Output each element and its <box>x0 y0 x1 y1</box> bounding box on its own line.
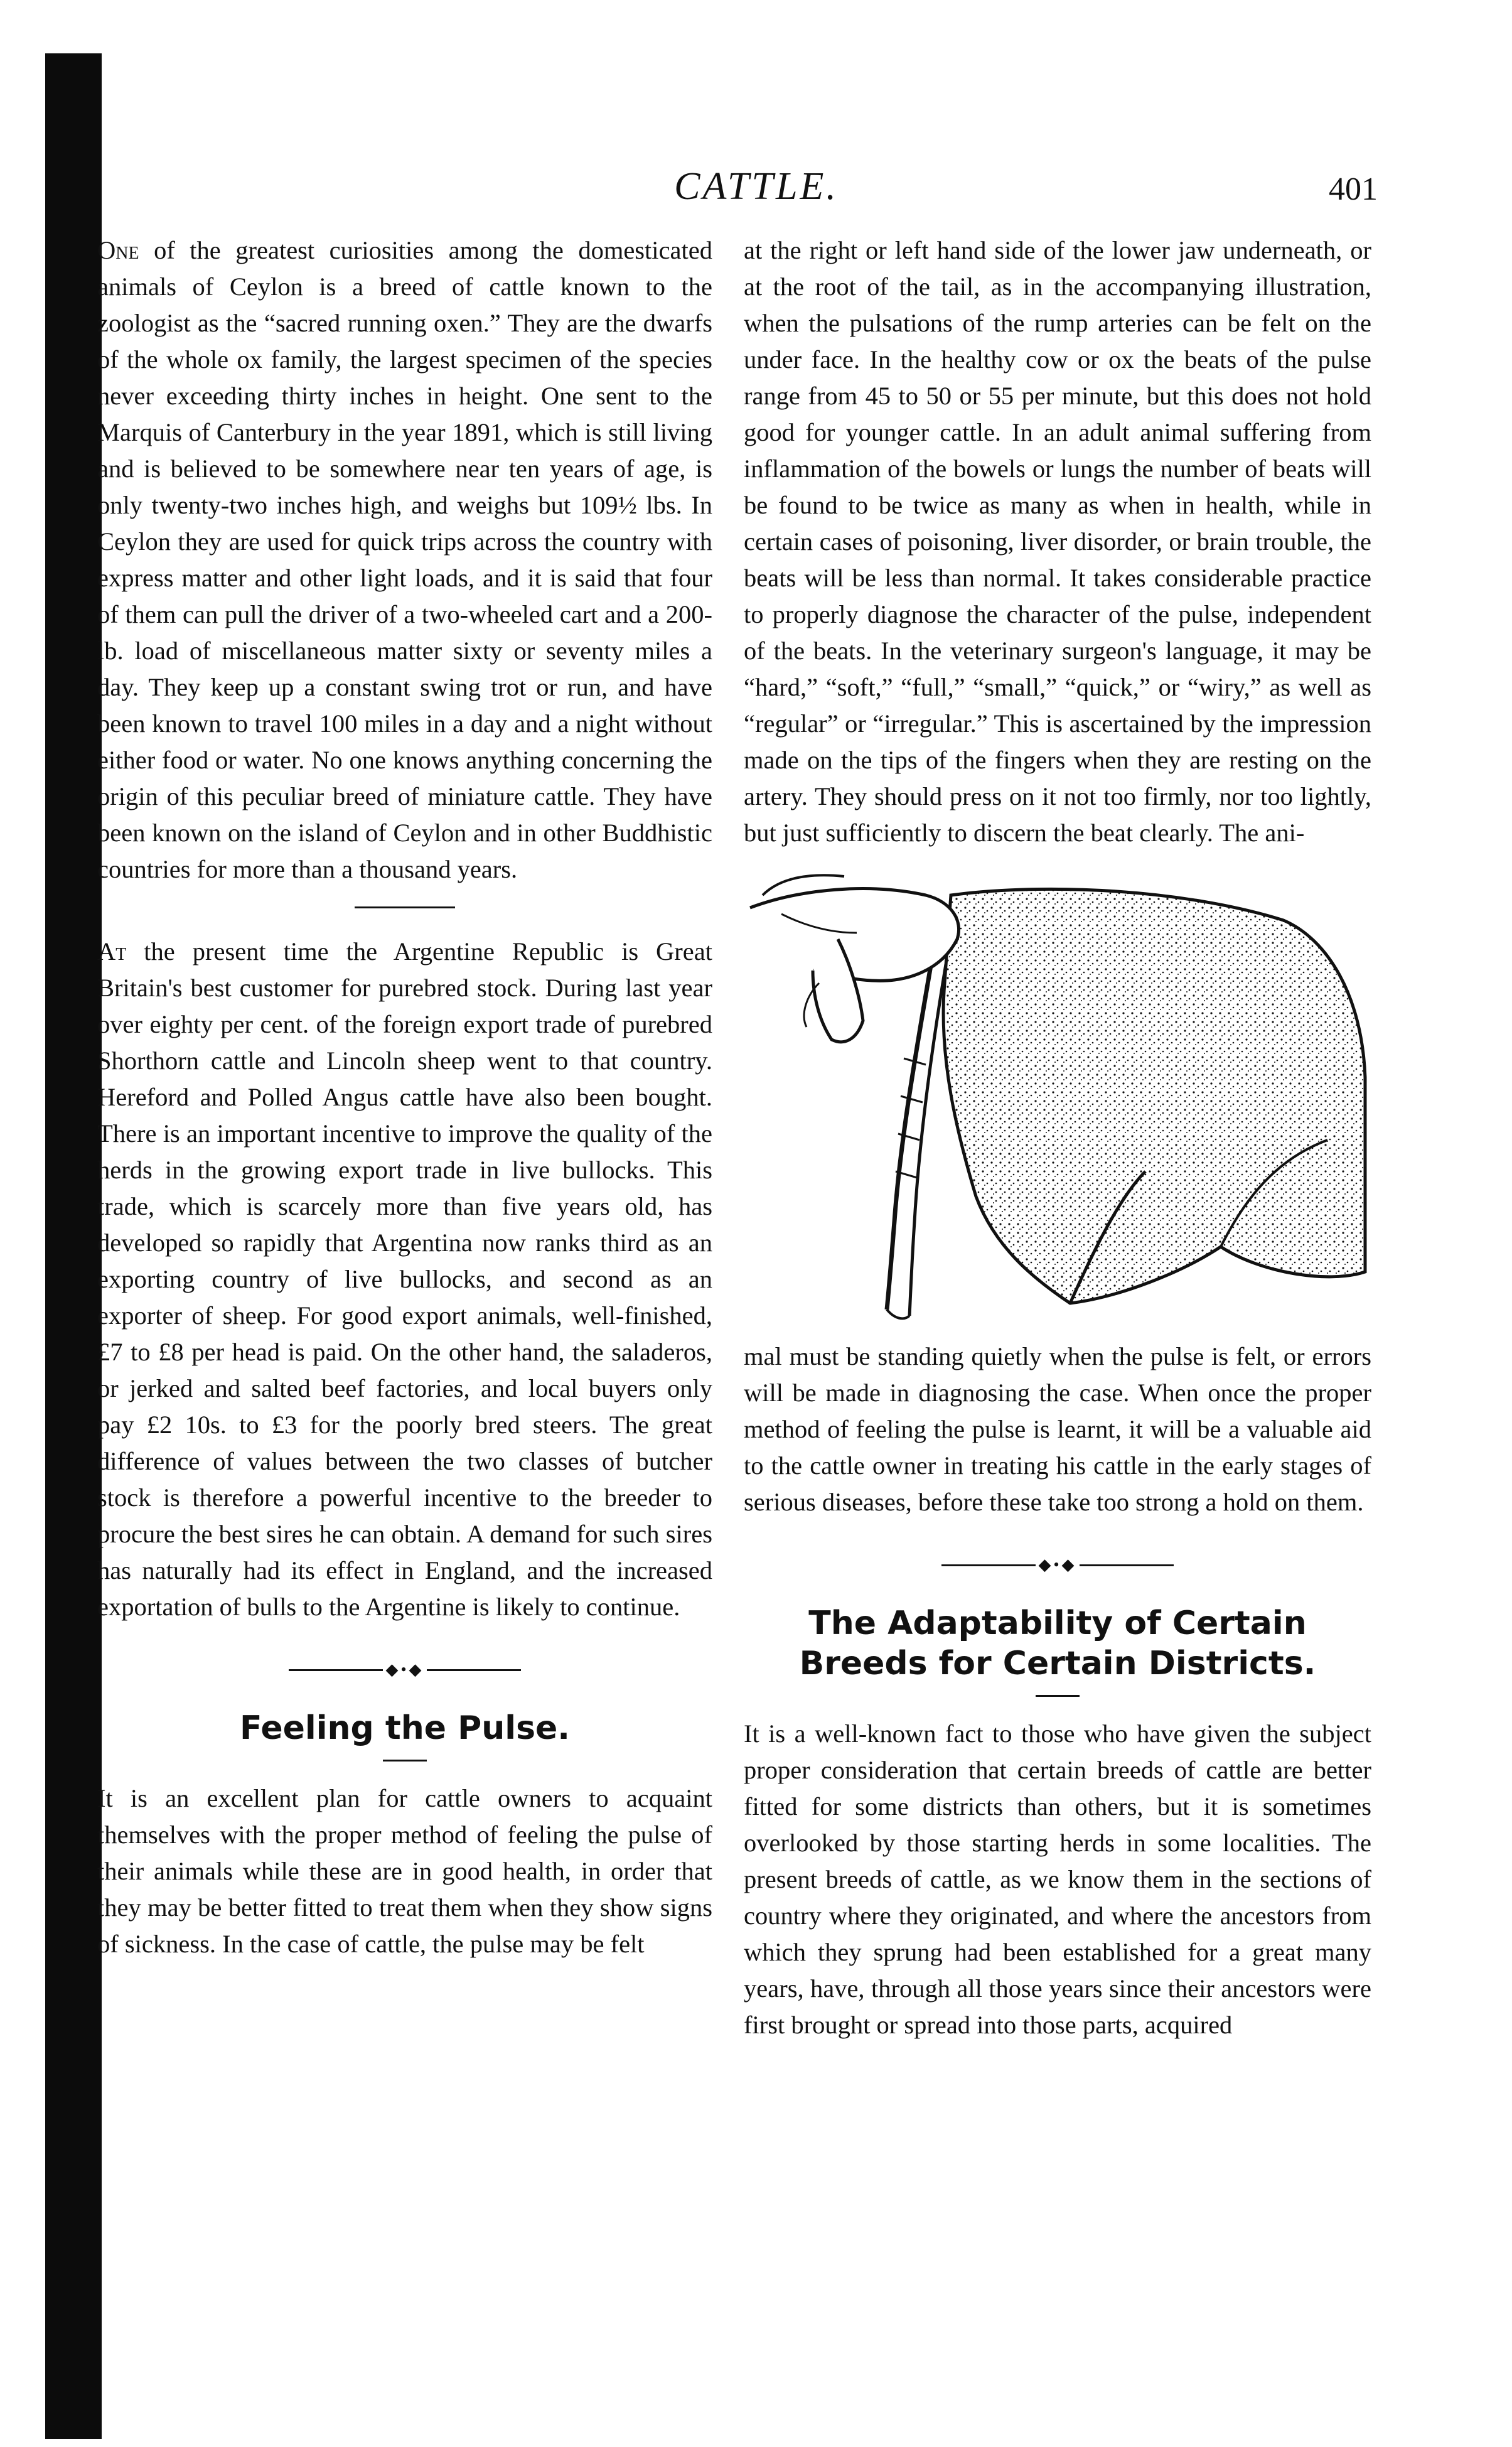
ornament-divider <box>97 1652 712 1688</box>
ornament-glyph: ◆•◆ <box>1038 1556 1077 1574</box>
heading-feeling-the-pulse: Feeling the Pulse. <box>239 1709 571 1747</box>
right-column <box>744 232 1371 2429</box>
drop-word: One <box>97 236 139 264</box>
ornament-glyph: ◆•◆ <box>385 1660 424 1679</box>
pulse-paragraph: It is an excellent plan for cattle owners to acquaint themselves with the proper method of feeling the pulse of their animals while these are in good health, in order that they may be better fitted to treat them when they show signs of sickness. In the case of cattle, the pulse may be felt <box>97 1784 712 1958</box>
section-rule <box>355 906 455 908</box>
pulse-continued-paragraph: at the right or left hand side of the lower jaw underneath, or at the root of the tail, as in the accompanying illustration, when the pulsations of the rump arteries can be felt on the under face. In the healthy cow or ox the beats of the pulse range from 45 to 50 or 55 per minute, but this does not hold good for younger cattle. In an adult animal suffering from inflammation of the bowels or lungs the number of beats will be found to be twice as many as when in health, while in certain cases of poisoning, liver disorder, or brain trouble, the beats will be less than normal. It takes considerable practice to properly diagnose the character of the pulse, independent of the beats. In the veterinary surgeon's language, it may be “hard,” “soft,” “full,” “small,” “quick,” or “wiry,” as well as “regular” or “irregular.” This is ascertained by the impression made on the tips of the fingers when they are resting on the artery. They should press on it not too firmly, nor too lightly, but just sufficiently to discern the beat clearly. The ani- <box>744 236 1371 847</box>
page-number: 401 <box>1329 171 1378 207</box>
pulse-conclusion-paragraph: mal must be standing quietly when the pulse is felt, or errors will be made in diagnosing the case. When once the proper method of feeling the pulse is learnt, it will be a valuable aid to the cattle owner in treating his cattle in the early stages of serious diseases, before these take too strong a hold on them. <box>744 1342 1371 1516</box>
paragraph-text: of the greatest curiosities among the domesticated animals of Ceylon is a breed of cattle known to the zoologist as the “sacred running oxen.” They are the dwarfs of the whole ox family, the largest specimen of the species never exceeding thirty inches in height. One sent to the Marquis of Canterbury in the year 1891, which is still living and is believed to be somewhere near ten years of age, is only twenty-two inches high, and weighs but 109½ lbs. In Ceylon they are used for quick trips across the country with express matter and other light loads, and it is said that four of them can pull the driver of a two-wheeled cart and a 200-lb. load of miscellaneous matter sixty or seventy miles a day. They keep up a constant swing trot or run, and have been known to travel 100 miles in a day and a night without either food or water. No one knows anything concerning the origin of this peculiar breed of miniature cattle. They have been known on the island of Ceylon and in other Buddhistic countries for more than a thousand years. <box>97 236 712 883</box>
drop-word: At <box>97 937 127 965</box>
pulse-illustration <box>744 870 1371 1322</box>
running-head: CATTLE. <box>674 165 839 208</box>
binding-edge <box>45 53 102 2439</box>
ceylon-cattle-paragraph <box>97 232 712 888</box>
argentine-paragraph <box>97 933 712 1625</box>
ornament-divider <box>744 1547 1371 1583</box>
paragraph-text: the present time the Argentine Republic is Great Britain's best customer for purebred stock. During last year over eighty per cent. of the foreign export trade of purebred Shorthorn cattle and Lincoln sheep went to that country. Hereford and Polled Angus cattle have also been bought. There is an important incentive to improve the quality of the herds in the growing export trade in live bullocks. This trade, which is scarcely more than five years old, has developed so rapidly that Argentina now ranks third as an exporting country of live bullocks, and second as an exporter of sheep. For good export animals, well-finished, £7 to £8 per head is paid. On the other hand, the saladeros, or jerked and salted beef factories, and local buyers only pay £2 10s. to £3 for the poorly bred steers. The great difference of values between the two classes of butcher stock is therefore a powerful incentive to the breeder to procure the best sires he can obtain. A demand for such sires has naturally had its effect in England, and the increased exportation of bulls to the Argentine is likely to continue. <box>97 937 712 1621</box>
cow-rump-drawing <box>744 870 1371 1322</box>
breeds-paragraph: It is a well-known fact to those who have given the subject proper consideration that certain breeds of cattle are better fitted for some districts than others, but it is sometimes overlooked by those starting herds in some localities. The present breeds of cattle, as we know them in the sections of country where they originated, and where the ancestors from which they sprung had been established for a great many years, have, through all those years since their ancestors were first brought or spread into those parts, acquired <box>744 1719 1371 2039</box>
heading-adaptability-of-breeds: The Adaptability of Certain Breeds for Certain Districts. <box>799 1605 1316 1682</box>
heading-rule <box>383 1760 427 1761</box>
left-column <box>97 232 712 2429</box>
heading-rule <box>1036 1695 1080 1697</box>
